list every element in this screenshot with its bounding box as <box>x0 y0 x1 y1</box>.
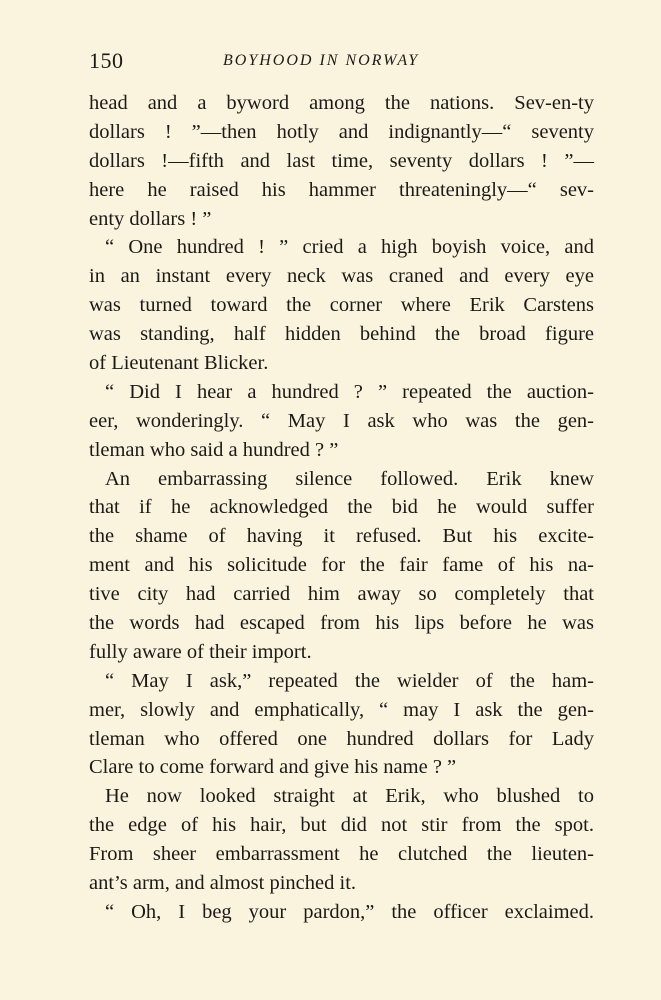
text-line: dollars ! ”—then hotly and indignantly—“ seventy <box>89 120 594 143</box>
text-line: the words had escaped from his lips before he was <box>89 612 594 635</box>
text-line: that if he acknowledged the bid he would suffer <box>89 496 594 519</box>
text-line: “ One hundred ! ” cried a high boyish voice, and <box>105 236 594 259</box>
text-line: ant’s arm, and almost pinched it. <box>89 872 357 895</box>
body-text <box>89 89 594 927</box>
text-line: head and a byword among the nations. Sev-en-ty <box>89 92 594 114</box>
running-head <box>89 48 594 74</box>
text-line: ment and his solicitude for the fair fame of his na- <box>89 554 594 577</box>
text-line: was standing, half hidden behind the broad figure <box>89 323 594 346</box>
text-line: dollars !—fifth and last time, seventy dollars ! ”— <box>89 149 594 172</box>
text-line: the shame of having it refused. But his excite- <box>89 525 594 548</box>
text-line: He now looked straight at Erik, who blushed to <box>105 785 594 808</box>
text-line: Clare to come forward and give his name ? ” <box>89 756 457 779</box>
text-line: tive city had carried him away so completely that <box>89 583 594 606</box>
text-line: mer, slowly and emphatically, “ may I ask the gen- <box>89 698 594 721</box>
text-line: An embarrassing silence followed. Erik knew <box>105 467 594 490</box>
text-line: From sheer embarrassment he clutched the lieuten- <box>89 843 594 866</box>
text-line: tleman who said a hundred ? ” <box>89 438 339 461</box>
text-line: the edge of his hair, but did not stir from the spot. <box>89 814 594 837</box>
text-line: enty dollars ! ” <box>89 207 212 230</box>
text-line: “ Oh, I beg your pardon,” the officer exclaimed. <box>105 900 594 923</box>
text-line: “ Did I hear a hundred ? ” repeated the auction- <box>105 380 594 403</box>
text-line: eer, wonderingly. “ May I ask who was the gen- <box>89 409 594 432</box>
running-title: BOYHOOD IN NORWAY <box>223 52 420 69</box>
page-number: 150 <box>89 48 124 73</box>
text-line: was turned toward the corner where Erik Carstens <box>89 294 594 317</box>
text-line: of Lieutenant Blicker. <box>89 352 269 375</box>
text-line: tleman who offered one hundred dollars for Lady <box>89 727 594 750</box>
text-line: fully aware of their import. <box>89 640 312 663</box>
text-line: here he raised his hammer threateningly—“ sev- <box>89 178 594 201</box>
text-line: “ May I ask,” repeated the wielder of the ham- <box>105 669 594 692</box>
text-line: in an instant every neck was craned and every eye <box>89 265 594 288</box>
